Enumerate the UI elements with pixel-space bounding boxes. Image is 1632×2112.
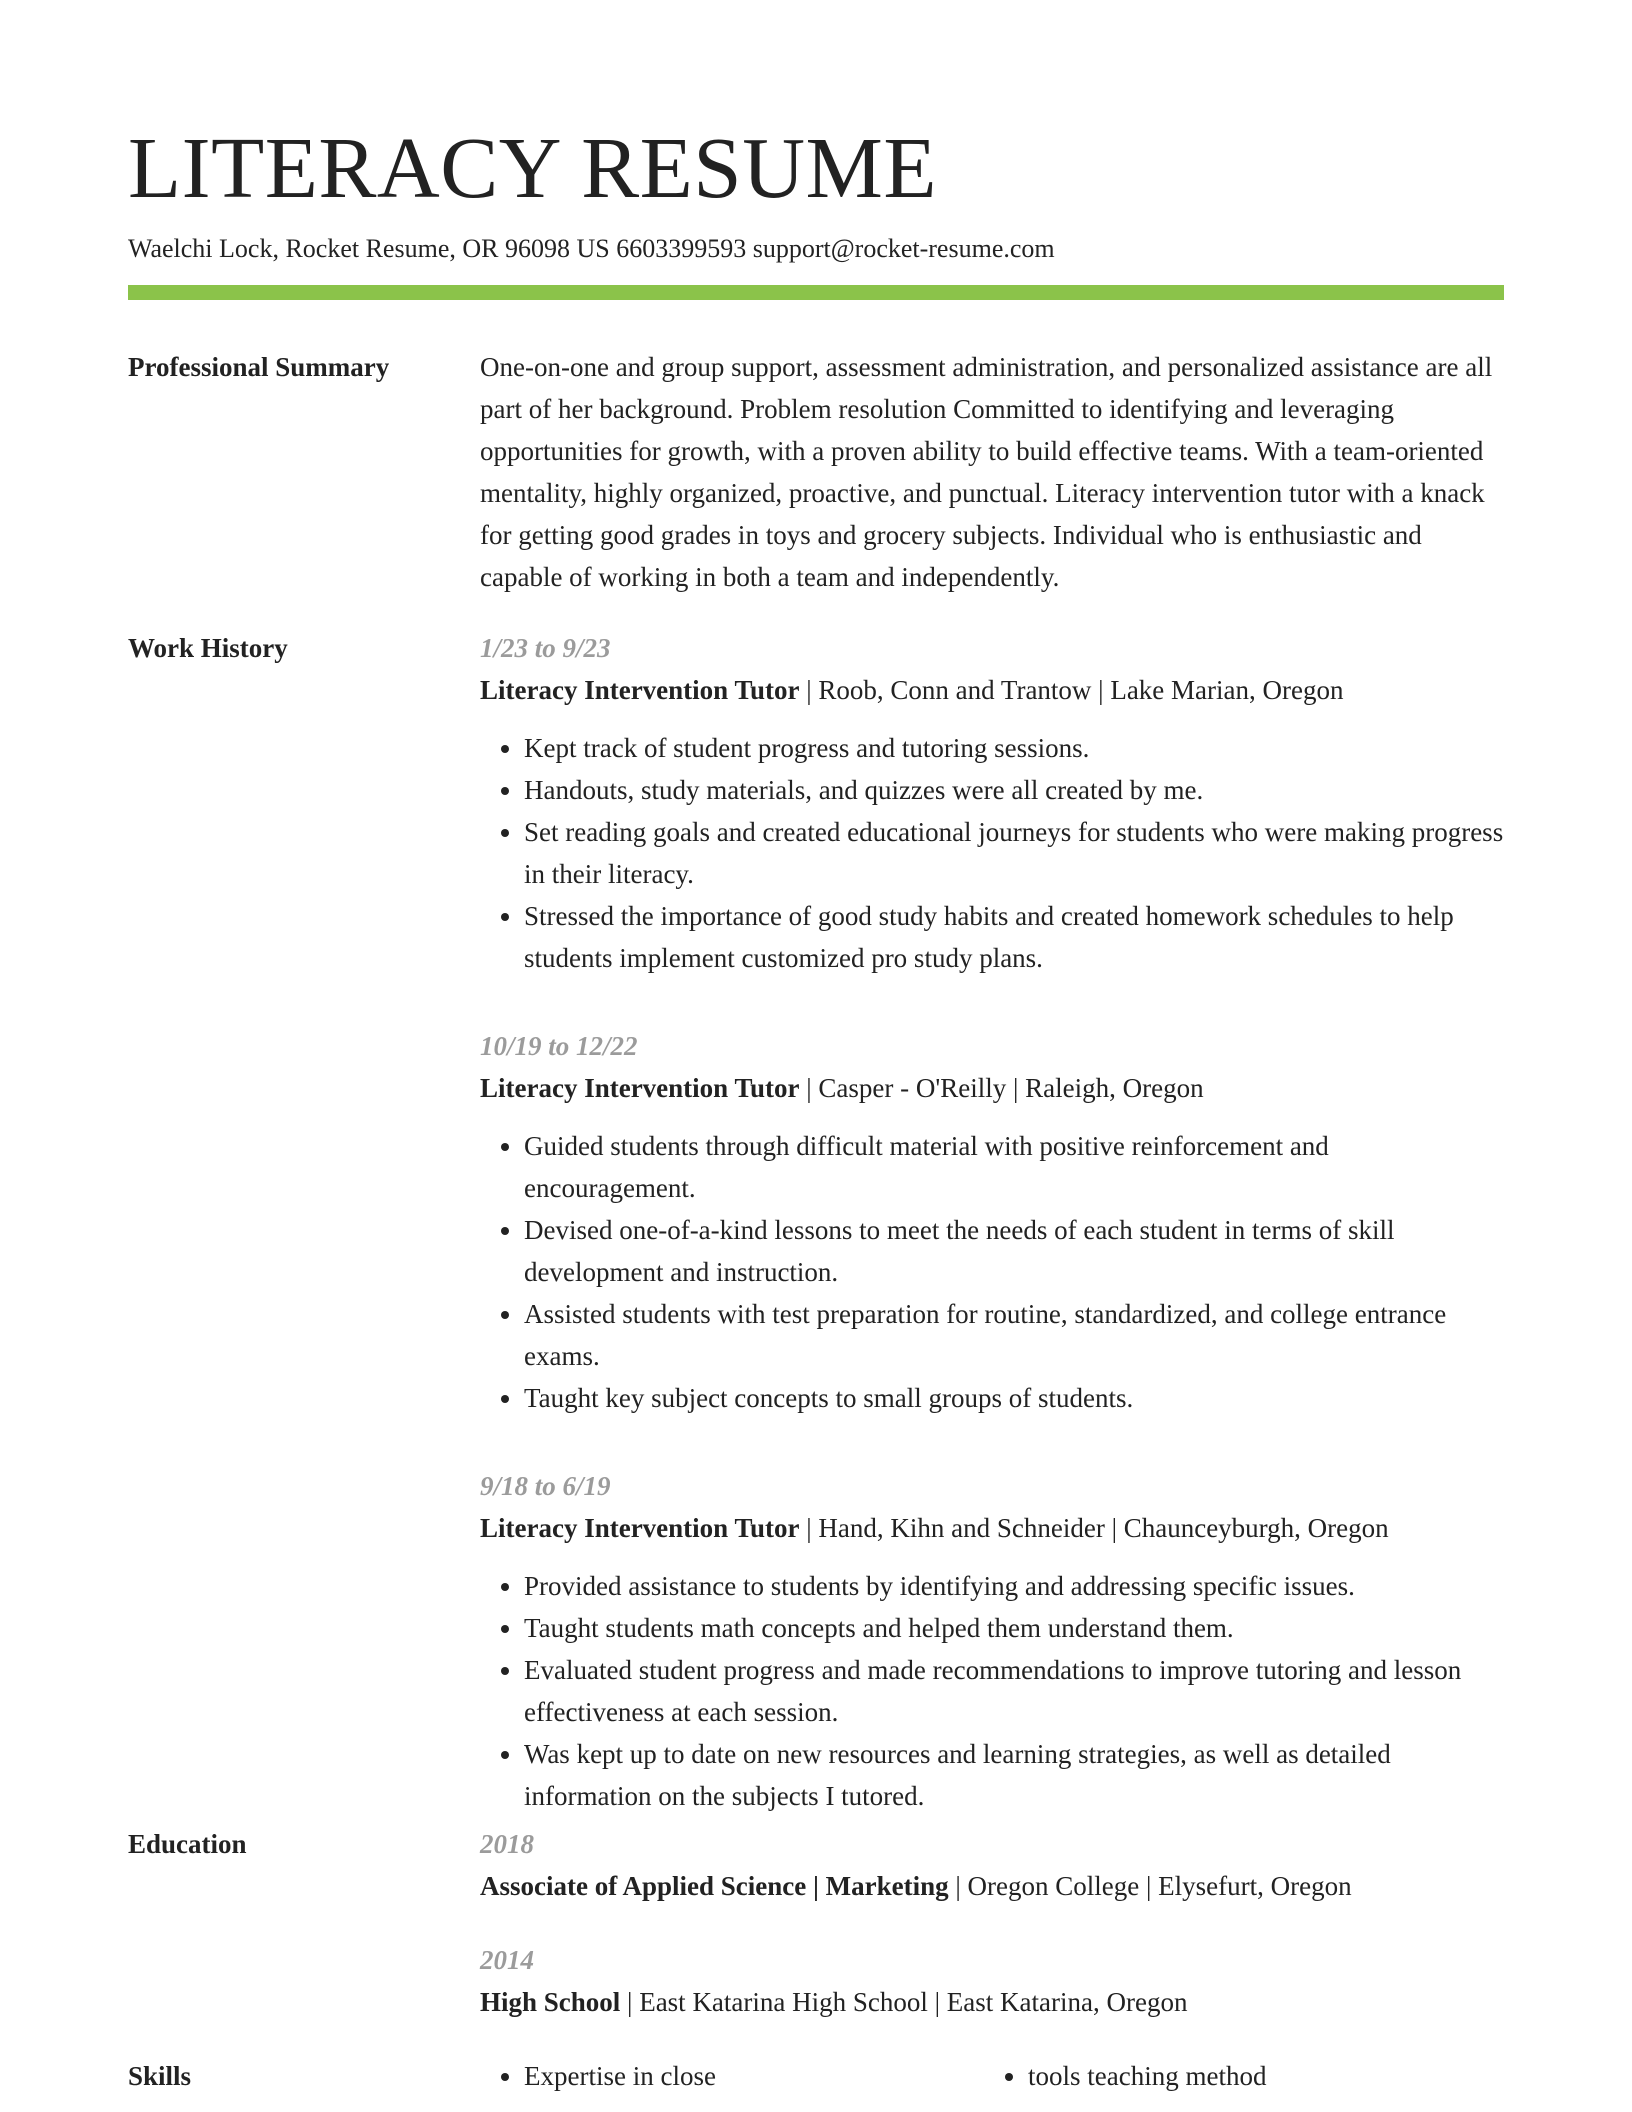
job-title: Literacy Intervention Tutor bbox=[480, 1513, 800, 1543]
skills-grid bbox=[480, 2055, 1504, 2097]
resume-title: LITERACY RESUME bbox=[128, 119, 938, 216]
list-item: • Was kept up to date on new resources and learning strategies, as well as detailed information on the subjects I tutored. bbox=[524, 1733, 1504, 1817]
education-degree: Associate of Applied Science | Marketing bbox=[480, 1871, 949, 1901]
job-dates: 10/19 to 12/22 bbox=[480, 1031, 638, 1061]
education-details: | East Katarina High School | East Katarina, Oregon bbox=[620, 1987, 1188, 2017]
education-degree: High School bbox=[480, 1987, 621, 2017]
list-item: • Kept track of student progress and tutoring sessions. bbox=[524, 727, 1504, 769]
job-heading bbox=[480, 669, 1504, 711]
list-item: • Stressed the importance of good study habits and created homework schedules to help students implement customized pro study plans. bbox=[524, 895, 1504, 979]
education-entry bbox=[480, 1939, 1504, 2023]
job-entry bbox=[480, 1025, 1504, 1419]
education-heading bbox=[480, 1981, 1504, 2023]
job-details: | Hand, Kihn and Schneider | Chaunceyburgh, Oregon bbox=[799, 1513, 1389, 1543]
job-entry bbox=[480, 1465, 1504, 1817]
section-label-skills: Skills bbox=[128, 2061, 192, 2091]
list-item: • Handouts, study materials, and quizzes were all created by me. bbox=[524, 769, 1504, 811]
job-dates: 1/23 to 9/23 bbox=[480, 633, 611, 663]
summary-body bbox=[480, 346, 1504, 598]
job-bullets bbox=[480, 1565, 1504, 1817]
job-bullets bbox=[480, 727, 1504, 979]
section-label-summary: Professional Summary bbox=[128, 352, 390, 382]
job-bullets bbox=[480, 1125, 1504, 1419]
list-item: • Devised one-of-a-kind lessons to meet the needs of each student in terms of skill development and instruction. bbox=[524, 1209, 1504, 1293]
job-title: Literacy Intervention Tutor bbox=[480, 1073, 800, 1103]
skills-body bbox=[480, 2055, 1504, 2097]
list-item: • Evaluated student progress and made recommendations to improve tutoring and lesson effectiveness at each session. bbox=[524, 1649, 1504, 1733]
list-item: • Taught key subject concepts to small groups of students. bbox=[524, 1377, 1504, 1419]
job-dates: 9/18 to 6/19 bbox=[480, 1471, 611, 1501]
list-item: • Set reading goals and created educational journeys for students who were making progress in their literacy. bbox=[524, 811, 1504, 895]
job-details: | Roob, Conn and Trantow | Lake Marian, Oregon bbox=[799, 675, 1344, 705]
contact-line: Waelchi Lock, Rocket Resume, OR 96098 US 6603399593 support@rocket-resume.com bbox=[128, 234, 1055, 263]
skill-item: • Expertise in close bbox=[524, 2055, 984, 2097]
job-heading bbox=[480, 1507, 1504, 1549]
list-item: • Taught students math concepts and helped them understand them. bbox=[524, 1607, 1504, 1649]
list-item: • Provided assistance to students by identifying and addressing specific issues. bbox=[524, 1565, 1504, 1607]
skills-column-1 bbox=[480, 2055, 984, 2097]
education-heading bbox=[480, 1865, 1504, 1907]
education-year: 2014 bbox=[480, 1945, 534, 1975]
section-label-education: Education bbox=[128, 1829, 247, 1859]
skill-item: • tools teaching method bbox=[1028, 2055, 1488, 2097]
section-label-work-history: Work History bbox=[128, 633, 288, 663]
skills-column-2 bbox=[984, 2055, 1488, 2097]
education-details: | Oregon College | Elysefurt, Oregon bbox=[948, 1871, 1352, 1901]
job-entry bbox=[480, 627, 1504, 979]
summary-text: One-on-one and group support, assessment administration, and personalized assistance are all part of her background. Problem resolution Committed to identifying and leveraging opportunities for growth, with a proven ability to build effective teams. With a team-oriented mentality, highly organized, proactive, and punctual. Literacy intervention tutor with a knack for getting good grades in toys and grocery subjects. Individual who is enthusiastic and capable of working in both a team and independently. bbox=[480, 352, 1493, 592]
job-details: | Casper - O'Reilly | Raleigh, Oregon bbox=[799, 1073, 1204, 1103]
education-entry bbox=[480, 1823, 1504, 1907]
job-title: Literacy Intervention Tutor bbox=[480, 675, 800, 705]
job-heading bbox=[480, 1067, 1504, 1109]
work-history-body bbox=[480, 627, 1504, 1817]
header-divider bbox=[128, 285, 1504, 300]
list-item: • Guided students through difficult material with positive reinforcement and encouragement. bbox=[524, 1125, 1504, 1209]
list-item: • Assisted students with test preparation for routine, standardized, and college entrance exams. bbox=[524, 1293, 1504, 1377]
education-body bbox=[480, 1823, 1504, 2055]
education-year: 2018 bbox=[480, 1829, 534, 1859]
